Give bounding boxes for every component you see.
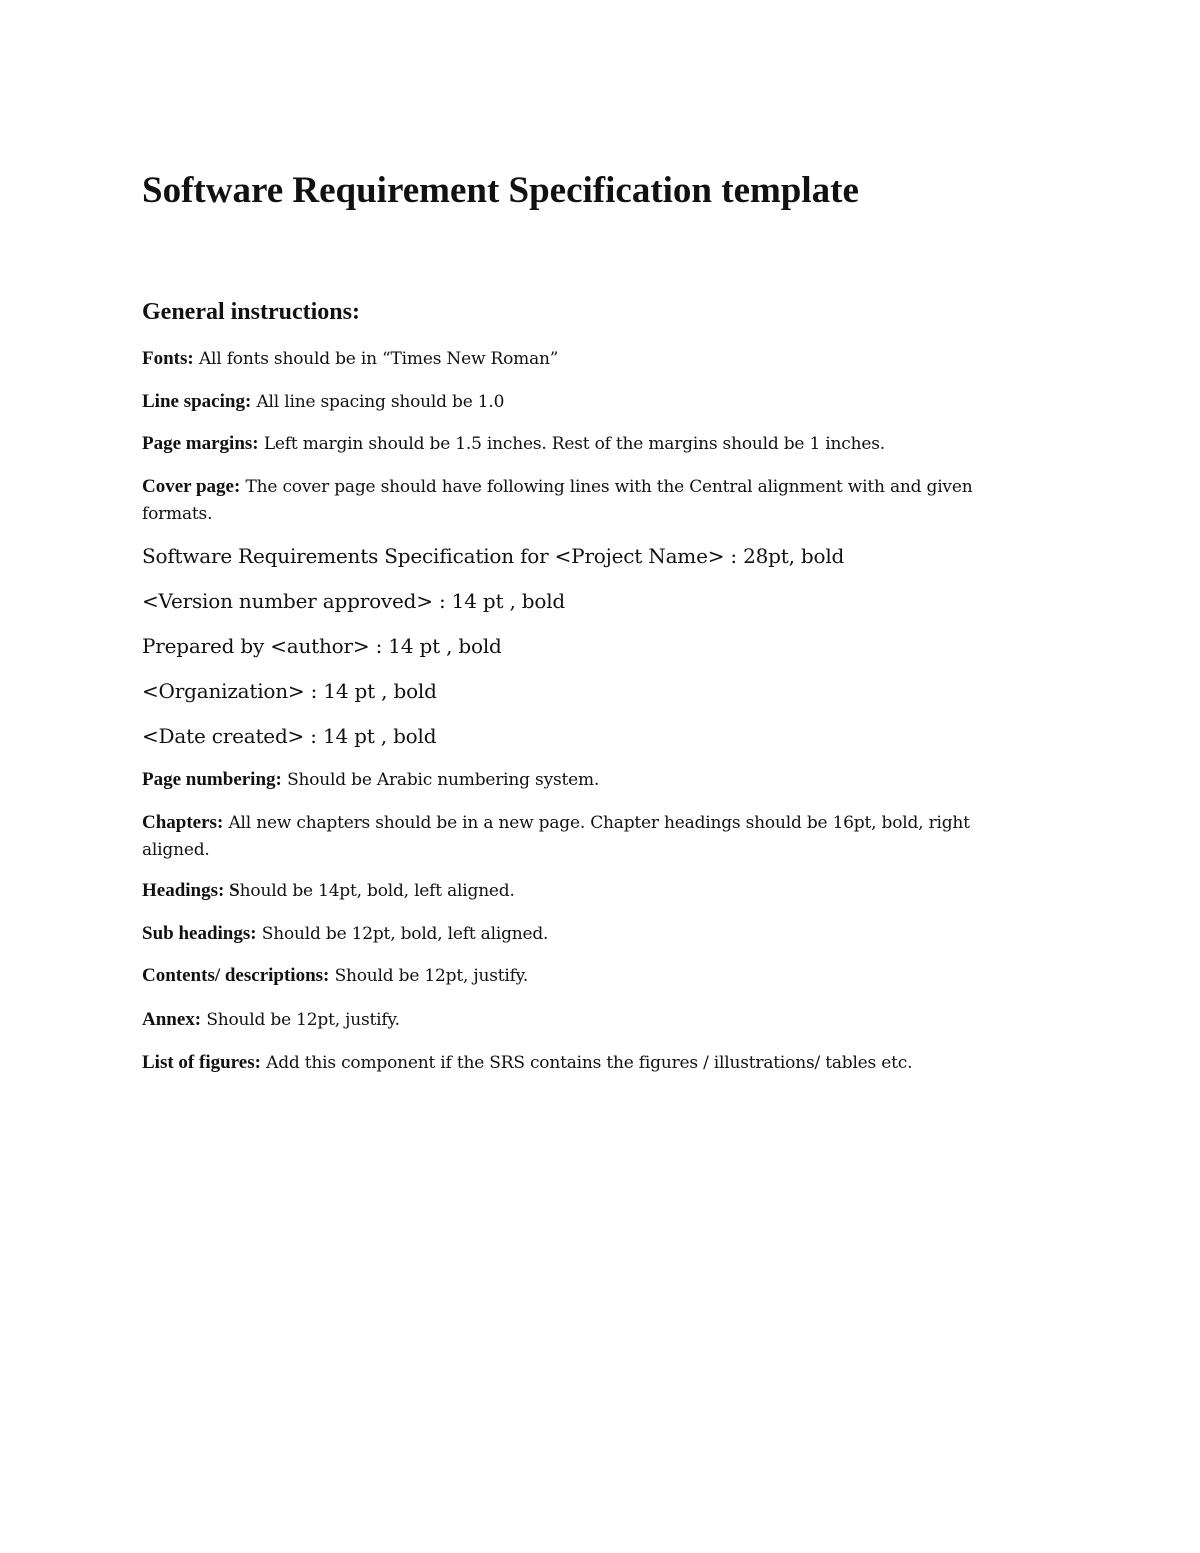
page-margins-label: Page margins: (142, 433, 259, 454)
list-of-figures-text: Add this component if the SRS contains the figures / illustrations/ tables etc. (260, 1053, 913, 1073)
annex-label: Annex: (142, 1009, 202, 1030)
cover-page-label: Cover page: (142, 476, 241, 497)
line-spacing-instruction (142, 388, 1022, 416)
annex-instruction (142, 1006, 1022, 1034)
cover-line-project-name: Software Requirements Specification for <Project Name> : 28pt, bold (142, 544, 845, 568)
page-numbering-label: Page numbering: (142, 769, 282, 790)
document-title: Software Requirement Specification template (142, 170, 859, 211)
list-of-figures-instruction (142, 1049, 1022, 1077)
contents-label: Contents/ descriptions: (142, 965, 330, 986)
headings-label: Headings: S (142, 880, 240, 901)
chapters-instruction (142, 809, 1022, 864)
line-spacing-text: All line spacing should be 1.0 (251, 392, 505, 412)
sub-headings-label: Sub headings: (142, 923, 257, 944)
sub-headings-instruction (142, 920, 1022, 948)
list-of-figures-label: List of figures: (142, 1052, 261, 1073)
fonts-instruction (142, 345, 1022, 373)
line-spacing-label: Line spacing: (142, 391, 252, 412)
fonts-label: Fonts: (142, 348, 194, 369)
general-instructions-heading: General instructions: (142, 299, 360, 325)
page-margins-instruction (142, 430, 1022, 458)
cover-page-text: The cover page should have following lines with the Central alignment with and given formats. (142, 477, 973, 524)
cover-line-date: <Date created> : 14 pt , bold (142, 724, 437, 748)
page-numbering-text: Should be Arabic numbering system. (281, 770, 600, 790)
cover-page-instruction (142, 473, 1022, 528)
annex-text: Should be 12pt, justify. (201, 1010, 400, 1030)
contents-text: Should be 12pt, justify. (329, 966, 529, 986)
cover-line-version: <Version number approved> : 14 pt , bold (142, 589, 566, 613)
contents-instruction (142, 962, 1022, 990)
headings-instruction (142, 877, 1022, 905)
cover-line-organization: <Organization> : 14 pt , bold (142, 679, 437, 703)
cover-line-author: Prepared by <author> : 14 pt , bold (142, 634, 502, 658)
fonts-text: All fonts should be in “Times New Roman” (193, 349, 559, 369)
headings-text: hould be 14pt, bold, left aligned. (239, 881, 515, 901)
page-numbering-instruction (142, 766, 1022, 794)
chapters-text: All new chapters should be in a new page. Chapter headings should be 16pt, bold, right aligned. (142, 813, 970, 860)
sub-headings-text: Should be 12pt, bold, left aligned. (256, 924, 549, 944)
chapters-label: Chapters: (142, 812, 224, 833)
page-margins-text: Left margin should be 1.5 inches. Rest of the margins should be 1 inches. (258, 434, 885, 454)
